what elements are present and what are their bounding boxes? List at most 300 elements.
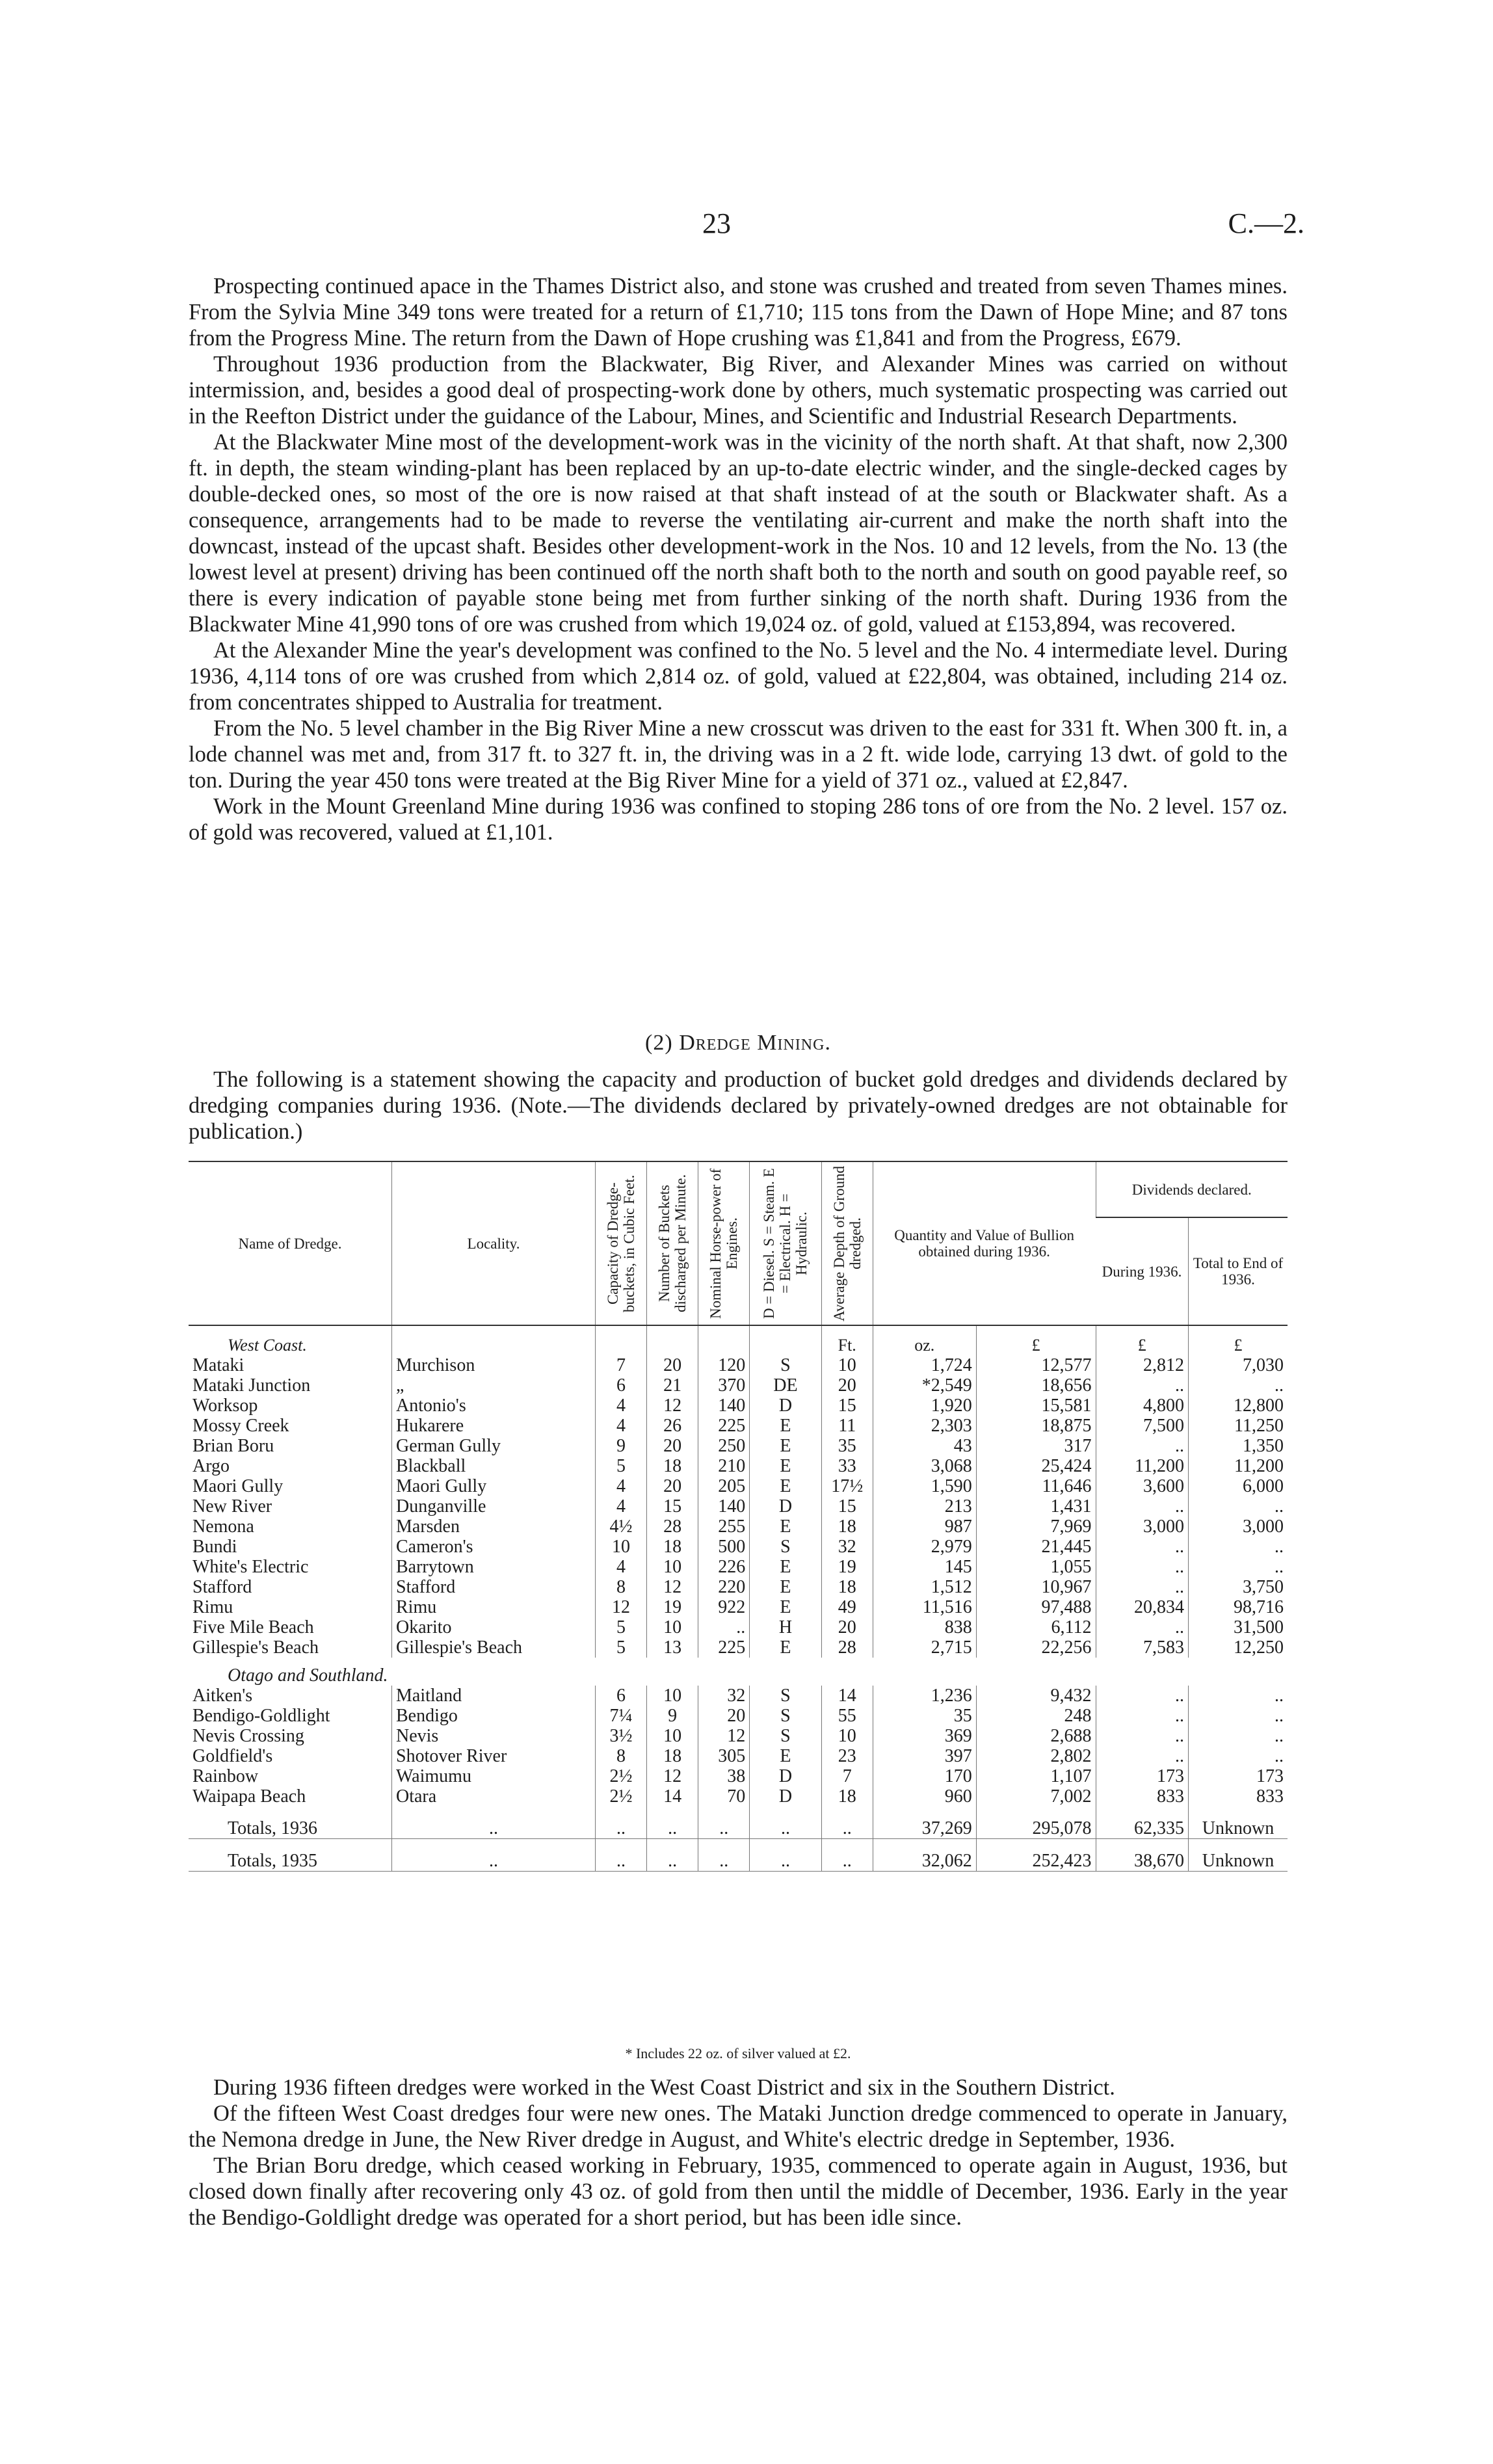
- dredge-locality: German Gully: [392, 1436, 596, 1456]
- col-depth-label: Average Depth of Ground dredged.: [830, 1165, 864, 1321]
- ground-depth: 33: [821, 1456, 873, 1476]
- dividend-total: 1,350: [1189, 1436, 1288, 1456]
- totals-value: 252,423: [976, 1839, 1096, 1872]
- dredge-locality: „: [392, 1375, 596, 1396]
- bullion-oz: 35: [873, 1706, 976, 1726]
- ground-depth: 18: [821, 1786, 873, 1807]
- table-row: [189, 1686, 1288, 1706]
- dividend-during: 3,000: [1096, 1517, 1189, 1537]
- bullion-value: 1,431: [976, 1496, 1096, 1517]
- totals-blank: ..: [750, 1839, 821, 1872]
- dredge-name: Rimu: [192, 1597, 233, 1617]
- buckets-per-minute: 14: [647, 1786, 698, 1807]
- unit-value: £: [976, 1325, 1096, 1355]
- dredge-name: Maori Gully: [192, 1476, 284, 1496]
- power-type: DE: [750, 1375, 821, 1396]
- power-type: D: [750, 1396, 821, 1416]
- horse-power: 305: [698, 1746, 750, 1766]
- dividend-total: 98,716: [1189, 1597, 1288, 1617]
- dredge-name: New River: [192, 1496, 272, 1517]
- ground-depth: 18: [821, 1517, 873, 1537]
- horse-power: 500: [698, 1537, 750, 1557]
- horse-power: 140: [698, 1496, 750, 1517]
- dividend-during: ..: [1096, 1577, 1189, 1597]
- dredge-table-wrapper: [189, 1161, 1288, 1872]
- bullion-value: 317: [976, 1436, 1096, 1456]
- horse-power: 38: [698, 1766, 750, 1786]
- table-row: [189, 1706, 1288, 1726]
- units-blank: [647, 1325, 698, 1355]
- horse-power: 12: [698, 1726, 750, 1746]
- dividend-during: 7,500: [1096, 1416, 1189, 1436]
- dividend-during: ..: [1096, 1726, 1189, 1746]
- buckets-per-minute: 20: [647, 1476, 698, 1496]
- ground-depth: 20: [821, 1375, 873, 1396]
- bullion-oz: 2,979: [873, 1537, 976, 1557]
- ground-depth: 23: [821, 1746, 873, 1766]
- dredge-name: White's Electric: [192, 1557, 309, 1577]
- bullion-value: 1,055: [976, 1557, 1096, 1577]
- ground-depth: 32: [821, 1537, 873, 1557]
- table-row: [189, 1637, 1288, 1658]
- bullion-value: 15,581: [976, 1396, 1096, 1416]
- power-type: E: [750, 1577, 821, 1597]
- horse-power: 255: [698, 1517, 750, 1537]
- horse-power: 250: [698, 1436, 750, 1456]
- paragraph: The Brian Boru dredge, which ceased working in February, 1935, commenced to operate again in August, 1936, but closed down finally after recovering only 43 oz. of gold from then until the middle of December, 1936. Early in the year the Bendigo-Goldlight dredge was operated for a short period, but has been idle since.: [189, 2153, 1288, 2230]
- dividend-during: ..: [1096, 1617, 1189, 1637]
- dredge-locality: Shotover River: [392, 1746, 596, 1766]
- buckets-per-minute: 21: [647, 1375, 698, 1396]
- col-div-total: Total to End of 1936.: [1189, 1217, 1288, 1325]
- table-row: [189, 1786, 1288, 1807]
- section-title: West Coast.: [228, 1336, 307, 1355]
- dividend-total: ..: [1189, 1557, 1288, 1577]
- bucket-capacity: 2½: [596, 1786, 647, 1807]
- table-row: [189, 1517, 1288, 1537]
- units-blank: [596, 1325, 647, 1355]
- ground-depth: 49: [821, 1597, 873, 1617]
- power-type: D: [750, 1786, 821, 1807]
- power-type: E: [750, 1456, 821, 1476]
- table-row: [189, 1496, 1288, 1517]
- bullion-oz: 170: [873, 1766, 976, 1786]
- dividend-total: 12,250: [1189, 1637, 1288, 1658]
- table-row: [189, 1375, 1288, 1396]
- totals-oz: 37,269: [873, 1807, 976, 1839]
- ground-depth: 55: [821, 1706, 873, 1726]
- bucket-capacity: 2½: [596, 1766, 647, 1786]
- totals-div-total: Unknown: [1189, 1839, 1288, 1872]
- power-type: E: [750, 1597, 821, 1617]
- dividend-during: ..: [1096, 1557, 1189, 1577]
- totals-label: Totals, 1935: [189, 1839, 392, 1872]
- dividend-during: 833: [1096, 1786, 1189, 1807]
- totals-div-total: Unknown: [1189, 1807, 1288, 1839]
- totals-blank: ..: [392, 1839, 596, 1872]
- bullion-value: 18,656: [976, 1375, 1096, 1396]
- table-row: [189, 1597, 1288, 1617]
- dredge-name: Mossy Creek: [192, 1416, 289, 1436]
- bullion-oz: 1,920: [873, 1396, 976, 1416]
- bucket-capacity: 12: [596, 1597, 647, 1617]
- buckets-per-minute: 15: [647, 1496, 698, 1517]
- buckets-per-minute: 18: [647, 1746, 698, 1766]
- horse-power: 32: [698, 1686, 750, 1706]
- bucket-capacity: 7¼: [596, 1706, 647, 1726]
- paragraph: Of the fifteen West Coast dredges four were new ones. The Mataki Junction dredge commenced to operate in January, the Nemona dredge in June, the New River dredge in August, and White's electric dredge in September, 1936.: [189, 2101, 1288, 2152]
- buckets-per-minute: 28: [647, 1517, 698, 1537]
- dredge-locality: Blackball: [392, 1456, 596, 1476]
- table-row: [189, 1617, 1288, 1637]
- bullion-oz: 11,516: [873, 1597, 976, 1617]
- intro-text: [189, 1066, 1288, 1145]
- bucket-capacity: 5: [596, 1456, 647, 1476]
- dredge-locality: Nevis: [392, 1726, 596, 1746]
- dredge-name: Mataki Junction: [192, 1375, 311, 1396]
- bucket-capacity: 5: [596, 1617, 647, 1637]
- ground-depth: 17½: [821, 1476, 873, 1496]
- bullion-oz: 987: [873, 1517, 976, 1537]
- dividend-total: ..: [1189, 1375, 1288, 1396]
- table-row: [189, 1766, 1288, 1786]
- dredge-locality: Maitland: [392, 1686, 596, 1706]
- dividend-total: 6,000: [1189, 1476, 1288, 1496]
- buckets-per-minute: 12: [647, 1396, 698, 1416]
- col-horsepower: [698, 1161, 750, 1325]
- power-type: E: [750, 1517, 821, 1537]
- bullion-value: 7,969: [976, 1517, 1096, 1537]
- table-row: [189, 1726, 1288, 1746]
- totals-row: [189, 1839, 1288, 1872]
- buckets-per-minute: 12: [647, 1766, 698, 1786]
- bullion-value: 1,107: [976, 1766, 1096, 1786]
- ground-depth: 19: [821, 1557, 873, 1577]
- dredge-locality: Dunganville: [392, 1496, 596, 1517]
- footnote: * Includes 22 oz. of silver valued at £2.: [625, 2045, 851, 2061]
- paragraph: The following is a statement showing the capacity and production of bucket gold dredges and dividends declared by dredging companies during 1936. (Note.—The dividends declared by privately-owned dredges are not obtainable for publication.): [189, 1067, 1288, 1144]
- dredge-locality: Rimu: [392, 1597, 596, 1617]
- power-type: E: [750, 1557, 821, 1577]
- table-row: [189, 1537, 1288, 1557]
- col-horsepower-label: Nominal Horse-power of Engines.: [707, 1168, 741, 1319]
- buckets-per-minute: 10: [647, 1557, 698, 1577]
- power-type: E: [750, 1746, 821, 1766]
- dredge-locality: Antonio's: [392, 1396, 596, 1416]
- bucket-capacity: 4: [596, 1557, 647, 1577]
- horse-power: 225: [698, 1637, 750, 1658]
- power-type: E: [750, 1436, 821, 1456]
- table-row: [189, 1577, 1288, 1597]
- dredge-locality: Gillespie's Beach: [392, 1637, 596, 1658]
- totals-blank: ..: [821, 1839, 873, 1872]
- dividend-during: ..: [1096, 1686, 1189, 1706]
- horse-power: 922: [698, 1597, 750, 1617]
- dividend-total: 31,500: [1189, 1617, 1288, 1637]
- section-title: Otago and Southland.: [228, 1665, 388, 1686]
- table-row: [189, 1436, 1288, 1456]
- bucket-capacity: 10: [596, 1537, 647, 1557]
- section-title-row: [189, 1325, 1288, 1355]
- bucket-capacity: 8: [596, 1577, 647, 1597]
- buckets-per-minute: 10: [647, 1617, 698, 1637]
- dredge-name: Stafford: [192, 1577, 252, 1597]
- power-type: D: [750, 1766, 821, 1786]
- bullion-oz: *2,549: [873, 1375, 976, 1396]
- bullion-oz: 838: [873, 1617, 976, 1637]
- bucket-capacity: 7: [596, 1355, 647, 1375]
- dividend-total: 173: [1189, 1766, 1288, 1786]
- paragraph: Work in the Mount Greenland Mine during 1936 was confined to stoping 286 tons of ore from the No. 2 level. 157 oz. of gold was recovered, valued at £1,101.: [189, 794, 1288, 845]
- col-quantity: Quantity and Value of Bullion obtained during 1936.: [873, 1161, 1096, 1325]
- dividend-total: ..: [1189, 1706, 1288, 1726]
- dividend-total: ..: [1189, 1537, 1288, 1557]
- col-buckets-label: Number of Buckets discharged per Minute.: [656, 1174, 689, 1313]
- bucket-capacity: 4: [596, 1396, 647, 1416]
- buckets-per-minute: 19: [647, 1597, 698, 1617]
- col-power-type: [750, 1161, 821, 1325]
- col-depth: [821, 1161, 873, 1325]
- table-body: [189, 1325, 1288, 1872]
- totals-div-during: 62,335: [1096, 1807, 1189, 1839]
- ground-depth: 14: [821, 1686, 873, 1706]
- horse-power: 210: [698, 1456, 750, 1476]
- bullion-oz: 397: [873, 1746, 976, 1766]
- col-name: Name of Dredge.: [189, 1161, 392, 1325]
- dividend-total: ..: [1189, 1726, 1288, 1746]
- unit-div-during: £: [1096, 1325, 1189, 1355]
- horse-power: 220: [698, 1577, 750, 1597]
- dividend-during: ..: [1096, 1706, 1189, 1726]
- totals-blank: ..: [750, 1807, 821, 1839]
- bullion-oz: 43: [873, 1436, 976, 1456]
- dredge-locality: Maori Gully: [392, 1476, 596, 1496]
- bullion-oz: 1,236: [873, 1686, 976, 1706]
- dredge-locality: Murchison: [392, 1355, 596, 1375]
- dredge-name: Rainbow: [192, 1766, 259, 1786]
- ground-depth: 15: [821, 1496, 873, 1517]
- buckets-per-minute: 10: [647, 1726, 698, 1746]
- table-row: [189, 1746, 1288, 1766]
- bullion-oz: 213: [873, 1496, 976, 1517]
- power-type: D: [750, 1496, 821, 1517]
- horse-power: 225: [698, 1416, 750, 1436]
- dividend-total: 11,200: [1189, 1456, 1288, 1476]
- totals-blank: ..: [698, 1839, 750, 1872]
- dividend-total: 3,750: [1189, 1577, 1288, 1597]
- table-row: [189, 1476, 1288, 1496]
- bullion-oz: 960: [873, 1786, 976, 1807]
- bullion-value: 6,112: [976, 1617, 1096, 1637]
- totals-blank: ..: [647, 1807, 698, 1839]
- bullion-oz: 369: [873, 1726, 976, 1746]
- bullion-value: 2,802: [976, 1746, 1096, 1766]
- bullion-value: 10,967: [976, 1577, 1096, 1597]
- dredge-name: Gillespie's Beach: [192, 1637, 319, 1658]
- col-capacity-label: Capacity of Dredge-buckets, in Cubic Feet.: [605, 1174, 638, 1312]
- dredge-name: Waipapa Beach: [192, 1786, 306, 1807]
- dredge-locality: Okarito: [392, 1617, 596, 1637]
- closing-text: [189, 2074, 1288, 2231]
- totals-blank: ..: [596, 1807, 647, 1839]
- dividend-during: 11,200: [1096, 1456, 1189, 1476]
- dividend-during: ..: [1096, 1436, 1189, 1456]
- horse-power: 120: [698, 1355, 750, 1375]
- bullion-value: 9,432: [976, 1686, 1096, 1706]
- bucket-capacity: 3½: [596, 1726, 647, 1746]
- dredge-locality: Waimumu: [392, 1766, 596, 1786]
- unit-div-total: £: [1189, 1325, 1288, 1355]
- horse-power: 140: [698, 1396, 750, 1416]
- dredge-locality: Marsden: [392, 1517, 596, 1537]
- col-dividends: Dividends declared.: [1096, 1161, 1288, 1217]
- ground-depth: 18: [821, 1577, 873, 1597]
- totals-label: Totals, 1936: [189, 1807, 392, 1839]
- paragraph: During 1936 fifteen dredges were worked in the West Coast District and six in the Southern District.: [213, 2075, 1115, 2100]
- dividend-total: 3,000: [1189, 1517, 1288, 1537]
- dredge-locality: Barrytown: [392, 1557, 596, 1577]
- bullion-value: 248: [976, 1706, 1096, 1726]
- dredge-name: Aitken's: [192, 1686, 253, 1706]
- buckets-per-minute: 20: [647, 1436, 698, 1456]
- totals-row: [189, 1807, 1288, 1839]
- bullion-oz: 1,512: [873, 1577, 976, 1597]
- buckets-per-minute: 18: [647, 1537, 698, 1557]
- ground-depth: 7: [821, 1766, 873, 1786]
- dividend-during: 2,812: [1096, 1355, 1189, 1375]
- totals-blank: ..: [698, 1807, 750, 1839]
- dividend-during: 20,834: [1096, 1597, 1189, 1617]
- bullion-value: 22,256: [976, 1637, 1096, 1658]
- totals-blank: ..: [821, 1807, 873, 1839]
- power-type: E: [750, 1416, 821, 1436]
- dividend-total: ..: [1189, 1496, 1288, 1517]
- dividend-during: ..: [1096, 1375, 1189, 1396]
- col-capacity: [596, 1161, 647, 1325]
- totals-div-during: 38,670: [1096, 1839, 1189, 1872]
- bucket-capacity: 8: [596, 1746, 647, 1766]
- power-type: E: [750, 1637, 821, 1658]
- bucket-capacity: 6: [596, 1375, 647, 1396]
- dredge-name: Bundi: [192, 1537, 237, 1557]
- horse-power: 70: [698, 1786, 750, 1807]
- units-blank: [392, 1325, 596, 1355]
- power-type: S: [750, 1686, 821, 1706]
- bullion-oz: 3,068: [873, 1456, 976, 1476]
- bullion-oz: 2,715: [873, 1637, 976, 1658]
- bullion-value: 18,875: [976, 1416, 1096, 1436]
- buckets-per-minute: 10: [647, 1686, 698, 1706]
- dredge-name: Nemona: [192, 1517, 254, 1537]
- ground-depth: 10: [821, 1355, 873, 1375]
- dividend-during: ..: [1096, 1537, 1189, 1557]
- horse-power: ..: [698, 1617, 750, 1637]
- page-number: 23: [702, 207, 731, 239]
- table-row: [189, 1416, 1288, 1436]
- col-locality: Locality.: [392, 1161, 596, 1325]
- dividend-total: 7,030: [1189, 1355, 1288, 1375]
- unit-depth: Ft.: [821, 1325, 873, 1355]
- horse-power: 226: [698, 1557, 750, 1577]
- paragraph: At the Alexander Mine the year's development was confined to the No. 5 level and the No. 4 intermediate level. During 1936, 4,114 tons of ore was crushed from which 2,814 oz. of gold, valued at £22,804, was obtained, including 214 oz. from concentrates shipped to Australia for treatment.: [189, 638, 1288, 715]
- dividend-during: ..: [1096, 1496, 1189, 1517]
- bullion-oz: 145: [873, 1557, 976, 1577]
- section-title-row: [189, 1658, 1288, 1686]
- buckets-per-minute: 18: [647, 1456, 698, 1476]
- table-row: [189, 1557, 1288, 1577]
- dredge-locality: Stafford: [392, 1577, 596, 1597]
- bucket-capacity: 4: [596, 1496, 647, 1517]
- power-type: S: [750, 1706, 821, 1726]
- dredge-locality: Otara: [392, 1786, 596, 1807]
- dredge-name: Brian Boru: [192, 1436, 274, 1456]
- bullion-oz: 2,303: [873, 1416, 976, 1436]
- dredge-locality: Cameron's: [392, 1537, 596, 1557]
- unit-oz: oz.: [873, 1325, 976, 1355]
- dividend-during: 7,583: [1096, 1637, 1189, 1658]
- bullion-value: 7,002: [976, 1786, 1096, 1807]
- col-buckets: [647, 1161, 698, 1325]
- totals-blank: ..: [647, 1839, 698, 1872]
- units-blank: [750, 1325, 821, 1355]
- paragraph: At the Blackwater Mine most of the development-work was in the vicinity of the north shaft. At that shaft, now 2,300 ft. in depth, the steam winding-plant has been replaced by an up-to-date electric winder, and the single-decked cages by double-decked ones, so most of the ore is now raised at that shaft instead of at the south or Blackwater shaft. As a consequence, arrangements had to be made to reverse the ventilating air-current and make the north shaft into the downcast, instead of the upcast shaft. Besides other development-work in the Nos. 10 and 12 levels, from the No. 13 (the lowest level at present) driving has been continued off the north shaft both to the north and south on good payable reef, so there is every indication of payable stone being met from further sinking of the north shaft. During 1936 from the Blackwater Mine 41,990 tons of ore was crushed from which 19,024 oz. of gold, valued at £153,894, was recovered.: [189, 430, 1288, 637]
- dividend-during: 173: [1096, 1766, 1189, 1786]
- buckets-per-minute: 9: [647, 1706, 698, 1726]
- dredge-table: [189, 1161, 1288, 1872]
- ground-depth: 15: [821, 1396, 873, 1416]
- bullion-value: 2,688: [976, 1726, 1096, 1746]
- paragraph: Throughout 1936 production from the Blackwater, Big River, and Alexander Mines was carried on without intermission, and, besides a good deal of prospecting-work done by others, much systematic prospecting was carried out in the Reefton District under the guidance of the Labour, Mines, and Scientific and Industrial Research Departments.: [189, 352, 1288, 429]
- dredge-name: Bendigo-Goldlight: [192, 1706, 330, 1726]
- bucket-capacity: 6: [596, 1686, 647, 1706]
- units-blank: [698, 1325, 750, 1355]
- dredge-name: Mataki: [192, 1355, 244, 1375]
- horse-power: 205: [698, 1476, 750, 1496]
- dividend-total: 833: [1189, 1786, 1288, 1807]
- horse-power: 20: [698, 1706, 750, 1726]
- totals-value: 295,078: [976, 1807, 1096, 1839]
- bucket-capacity: 4½: [596, 1517, 647, 1537]
- bullion-value: 25,424: [976, 1456, 1096, 1476]
- dividend-total: 12,800: [1189, 1396, 1288, 1416]
- dredge-name: Argo: [192, 1456, 230, 1476]
- dredge-name: Goldfield's: [192, 1746, 273, 1766]
- bucket-capacity: 9: [596, 1436, 647, 1456]
- section-heading: (2) Dredge Mining.: [645, 1031, 831, 1055]
- bullion-value: 97,488: [976, 1597, 1096, 1617]
- bullion-value: 11,646: [976, 1476, 1096, 1496]
- ground-depth: 35: [821, 1436, 873, 1456]
- bullion-oz: 1,724: [873, 1355, 976, 1375]
- power-type: H: [750, 1617, 821, 1637]
- power-type: S: [750, 1355, 821, 1375]
- ground-depth: 20: [821, 1617, 873, 1637]
- dividend-total: ..: [1189, 1746, 1288, 1766]
- dividend-during: ..: [1096, 1746, 1189, 1766]
- dredge-name: Nevis Crossing: [192, 1726, 304, 1746]
- ground-depth: 28: [821, 1637, 873, 1658]
- totals-oz: 32,062: [873, 1839, 976, 1872]
- table-row: [189, 1355, 1288, 1375]
- dredge-locality: Bendigo: [392, 1706, 596, 1726]
- bucket-capacity: 5: [596, 1637, 647, 1658]
- bullion-value: 12,577: [976, 1355, 1096, 1375]
- bullion-oz: 1,590: [873, 1476, 976, 1496]
- dredge-locality: Hukarere: [392, 1416, 596, 1436]
- paragraph: From the No. 5 level chamber in the Big River Mine a new crosscut was driven to the east for 331 ft. When 300 ft. in, a lode channel was met and, from 317 ft. to 327 ft. in, the driving was in a 2 ft. wide lode, carrying 13 dwt. of gold to the ton. During the year 450 tons were treated at the Big River Mine for a yield of 371 oz., valued at £2,847.: [189, 716, 1288, 793]
- table-header-row: [189, 1161, 1288, 1217]
- power-type: E: [750, 1476, 821, 1496]
